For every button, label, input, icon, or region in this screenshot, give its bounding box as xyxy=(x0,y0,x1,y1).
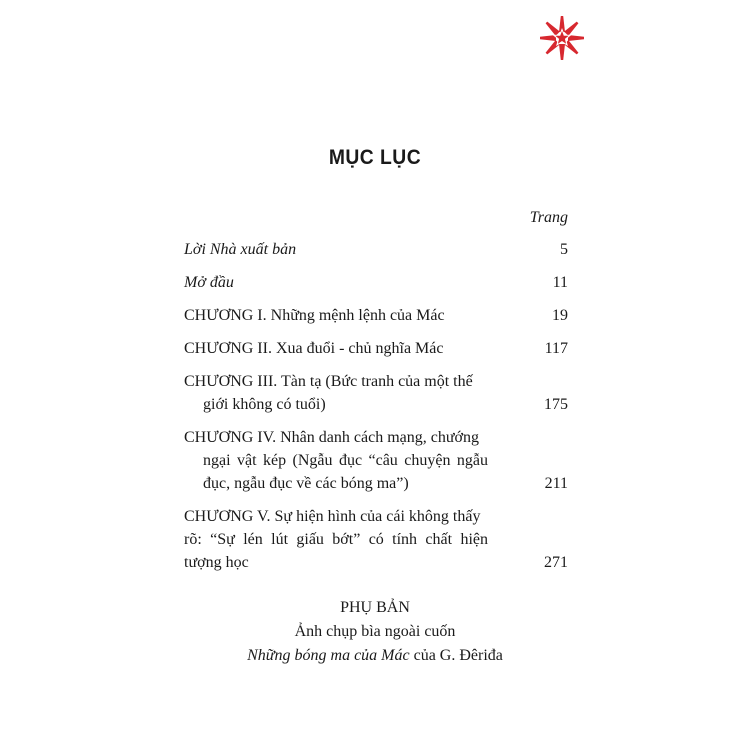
toc-entry-title xyxy=(184,271,528,294)
appendix-description: Ảnh chụp bìa ngoài cuốn xyxy=(294,623,456,640)
toc-entry-title-line: CHƯƠNG IV. Nhân danh cách mạng, chướng xyxy=(184,429,479,446)
appendix-book-line xyxy=(0,644,750,668)
toc-entry-title-continuation: giới không có tuổi) xyxy=(203,396,326,413)
appendix-book-title: Những bóng ma của Mác xyxy=(247,647,410,664)
toc-entry-title-continuation: rõ: “Sự lén lút giấu bớt” có tính chất hiện tượng học xyxy=(184,531,488,571)
toc-entry-page: 175 xyxy=(544,396,568,413)
toc-entry-page: 11 xyxy=(552,274,568,291)
toc-entry-title xyxy=(184,426,528,495)
toc-entry-title xyxy=(184,238,528,261)
appendix-book-author: của G. Đêriđa xyxy=(409,647,503,664)
toc-entry-title-line: CHƯƠNG V. Sự hiện hình của cái không thấy xyxy=(184,508,481,525)
table-of-contents xyxy=(184,238,568,574)
toc-entry[interactable] xyxy=(184,337,568,360)
toc-entry-page: 19 xyxy=(552,307,568,324)
toc-entry-page: 117 xyxy=(544,340,568,357)
toc-entry[interactable] xyxy=(184,304,568,327)
toc-entry[interactable] xyxy=(184,271,568,294)
page-title: MỤC LỤC xyxy=(328,146,422,169)
toc-entry-title xyxy=(184,304,528,327)
toc-entry-title-line: CHƯƠNG I. Những mệnh lệnh của Mác xyxy=(184,307,445,324)
appendix-section xyxy=(0,596,750,668)
toc-entry-page: 211 xyxy=(544,475,568,492)
toc-entry[interactable] xyxy=(184,370,568,416)
publisher-star-logo-icon xyxy=(538,14,586,62)
toc-entry-title-continuation: ngại vật kép (Ngẫu đục “câu chuyện ngẫu đục, ngẫu đục về các bóng ma”) xyxy=(203,452,488,492)
toc-entry[interactable] xyxy=(184,505,568,574)
toc-entry-title xyxy=(184,505,528,574)
appendix-heading: PHỤ BẢN xyxy=(340,599,410,616)
toc-entry-title-line: Lời Nhà xuất bản xyxy=(184,241,297,258)
toc-entry[interactable] xyxy=(184,426,568,495)
toc-entry-title xyxy=(184,337,528,360)
toc-entry-page: 271 xyxy=(544,554,568,571)
toc-entry-title-line: CHƯƠNG III. Tàn tạ (Bức tranh của một thế xyxy=(184,373,473,390)
page-column-label: Trang xyxy=(529,209,568,226)
toc-entry-title xyxy=(184,370,528,416)
toc-entry-page: 5 xyxy=(560,241,568,258)
toc-entry-title-line: CHƯƠNG II. Xua đuổi - chủ nghĩa Mác xyxy=(184,340,444,357)
toc-entry[interactable] xyxy=(184,238,568,261)
toc-entry-title-line: Mở đầu xyxy=(184,274,234,291)
